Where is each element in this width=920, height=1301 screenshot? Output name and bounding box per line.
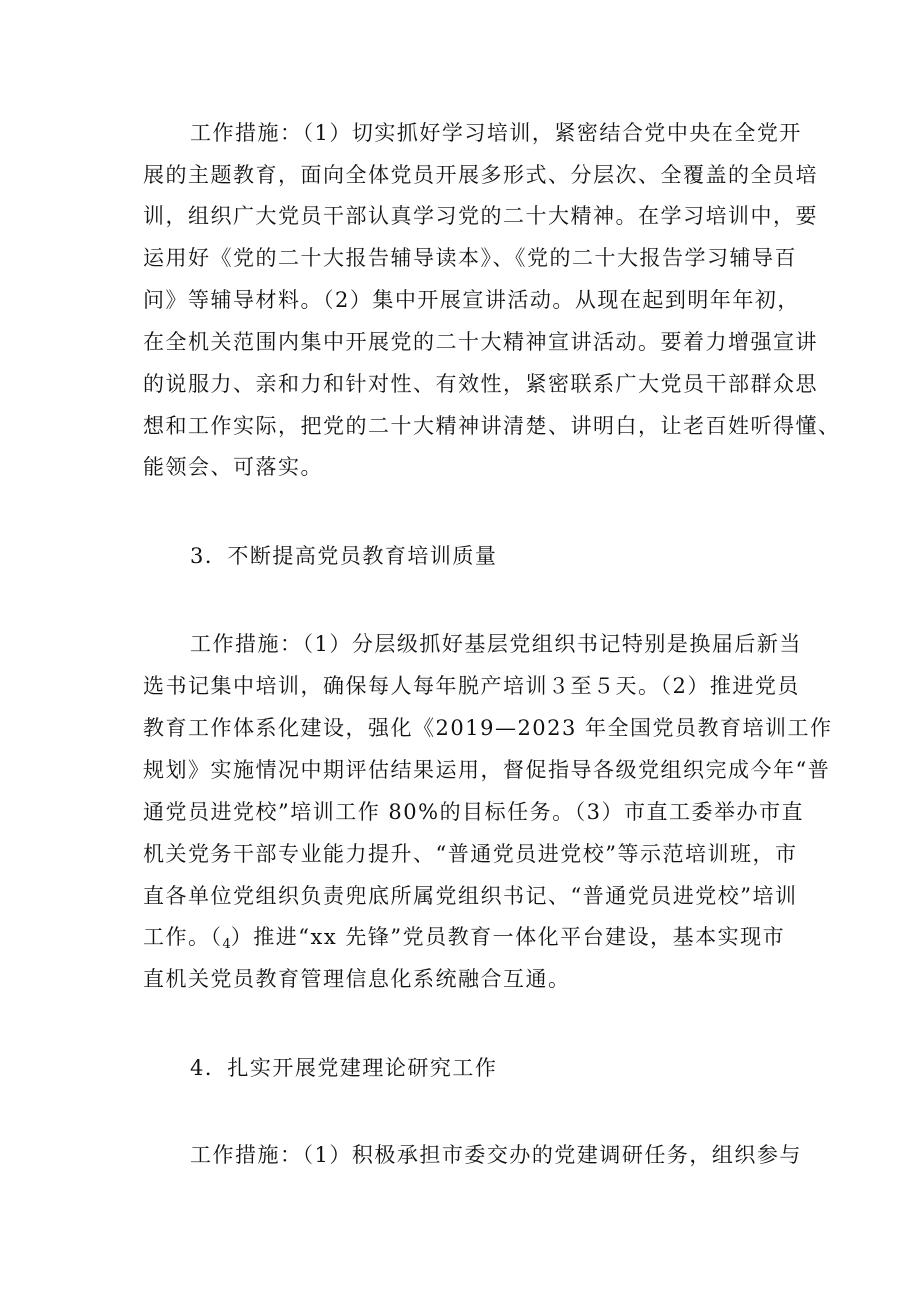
subscript-number: 4: [222, 937, 231, 952]
paragraph-line: 选书记集中培训，确保每人每年脱产培训３至５天。（2）推进党员: [143, 674, 800, 698]
paragraph-line: 能领会、可落实。: [143, 455, 323, 479]
line-text: ）推进“xx 先锋”党员教育一体化平台建设，基本实现市: [230, 925, 786, 949]
paragraph-line: 展的主题教育，面向全体党员开展多形式、分层次、全覆盖的全员培: [143, 163, 818, 187]
paragraph-line: 规划》实施情况中期评估结果运用，督促指导各级党组织完成今年“普: [143, 758, 831, 782]
paragraph-line: 工作措施：（1）分层级抓好基层党组织书记特别是换届后新当: [190, 632, 802, 656]
paragraph-line: 工作措施：（1）切实抓好学习培训，紧密结合党中央在全党开: [190, 121, 802, 145]
paragraph-line: 直机关党员教育管理信息化系统融合互通。: [143, 967, 571, 991]
paragraph-line: 问》等辅导材料。（2）集中开展宣讲活动。从现在起到明年年初，: [143, 288, 800, 312]
line-text: 工作。（: [143, 925, 223, 949]
paragraph-line: 训，组织广大党员干部认真学习党的二十大精神。在学习培训中，要: [143, 204, 818, 228]
paragraph-line: 教育工作体系化建设，强化《2019—2023 年全国党员教育培训工作: [143, 716, 833, 740]
paragraph-line: 在全机关范围内集中开展党的二十大精神宣讲活动。要着力增强宣讲: [143, 330, 818, 354]
paragraph-line: 机关党务干部专业能力提升、“普通党员进党校”等示范培训班，市: [143, 842, 798, 866]
paragraph-line: [0, 922, 920, 960]
paragraph-line: 通党员进党校”培训工作 80%的目标任务。（3）市直工委举办市直: [143, 800, 804, 824]
paragraph-line: 直各单位党组织负责兜底所属党组织书记、“普通党员进党校”培训: [143, 884, 798, 908]
paragraph-line: 想和工作实际，把党的二十大精神讲清楚、讲明白，让老百姓听得懂、: [143, 414, 841, 438]
paragraph-line: 运用好《党的二十大报告辅导读本》、《党的二十大报告学习辅导百: [143, 246, 797, 270]
paragraph-line: 的说服力、亲和力和针对性、有效性，紧密联系广大党员干部群众思: [143, 372, 818, 396]
section-heading: 4．扎实开展党建理论研究工作: [190, 1056, 498, 1080]
paragraph-line: 工作措施：（1）积极承担市委交办的党建调研任务，组织参与: [190, 1143, 802, 1167]
section-heading: 3．不断提高党员教育培训质量: [190, 544, 498, 568]
